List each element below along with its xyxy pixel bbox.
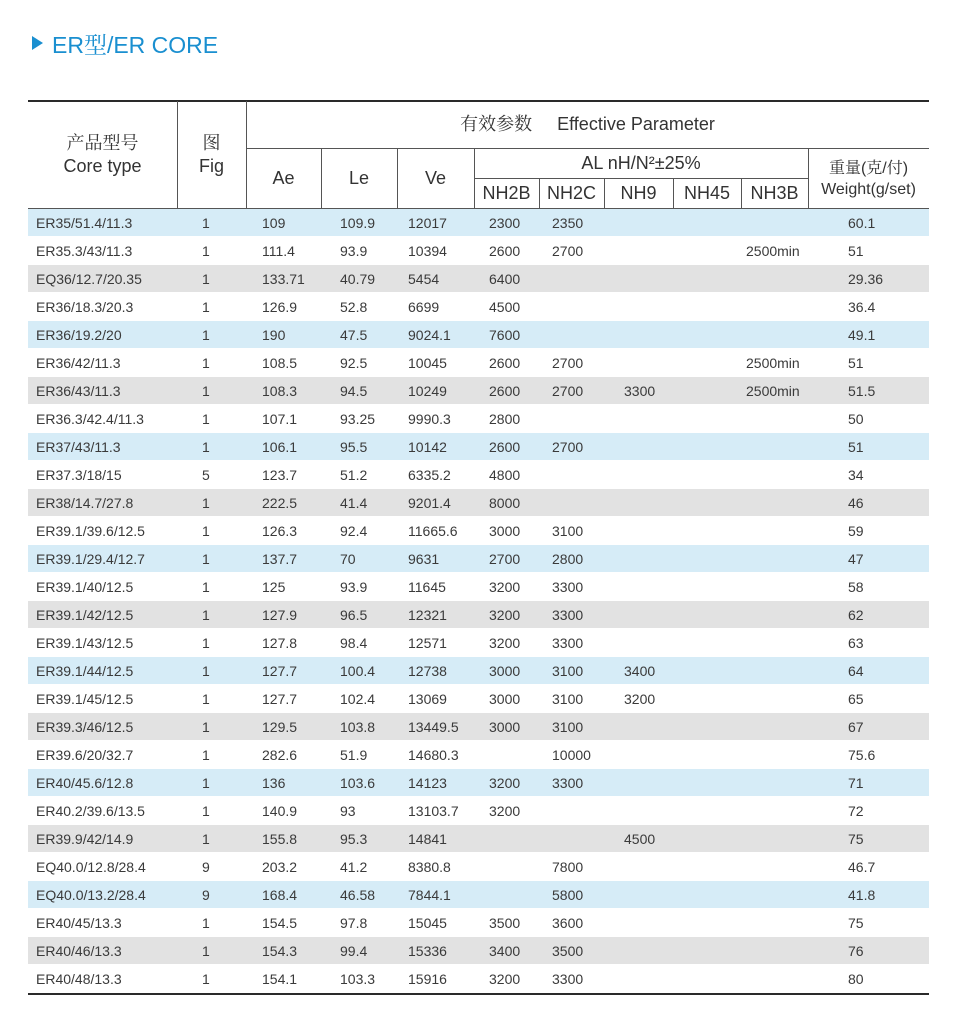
cell-nh2b: 3000 xyxy=(489,691,521,707)
table-row xyxy=(28,741,929,769)
cell-nh2c: 3300 xyxy=(552,607,584,623)
cell-nh2b: 3400 xyxy=(489,943,521,959)
cell-ve: 12738 xyxy=(408,663,447,679)
cell-le: 96.5 xyxy=(340,607,368,623)
cell-le: 52.8 xyxy=(340,299,368,315)
cell-nh2b: 2600 xyxy=(489,355,521,371)
table-row xyxy=(28,265,929,293)
cell-core: ER40/48/13.3 xyxy=(36,971,122,987)
cell-fig: 1 xyxy=(202,327,210,343)
cell-nh2c: 3100 xyxy=(552,691,584,707)
cell-nh2c: 3300 xyxy=(552,775,584,791)
cell-fig: 1 xyxy=(202,215,210,231)
cell-nh2c: 3100 xyxy=(552,523,584,539)
cell-nh2b: 3200 xyxy=(489,579,521,595)
cell-le: 93.9 xyxy=(340,243,368,259)
cell-core: EQ40.0/13.2/28.4 xyxy=(36,887,146,903)
weight-header-en: Weight(g/set) xyxy=(821,180,916,198)
cell-ae: 109 xyxy=(262,215,286,231)
cell-fig: 1 xyxy=(202,747,210,763)
cell-fig: 1 xyxy=(202,635,210,651)
fig-header xyxy=(177,101,246,209)
ae-header: Ae xyxy=(272,168,295,188)
cell-nh2c: 5800 xyxy=(552,887,584,903)
cell-weight: 75.6 xyxy=(848,747,876,763)
cell-weight: 80 xyxy=(848,971,864,987)
table-row xyxy=(28,461,929,489)
cell-ae: 123.7 xyxy=(262,467,298,483)
cell-ae: 133.71 xyxy=(262,271,305,287)
cell-fig: 1 xyxy=(202,803,210,819)
cell-weight: 50 xyxy=(848,411,864,427)
cell-le: 102.4 xyxy=(340,691,376,707)
cell-core: ER40/45/13.3 xyxy=(36,915,122,931)
cell-le: 47.5 xyxy=(340,327,368,343)
cell-fig: 1 xyxy=(202,495,210,511)
nh2b-header: NH2B xyxy=(482,183,531,203)
cell-nh2b: 4500 xyxy=(489,299,521,315)
cell-nh2c: 3300 xyxy=(552,635,584,651)
table-row xyxy=(28,293,929,321)
cell-core: ER35.3/43/11.3 xyxy=(36,243,133,259)
cell-ve: 15336 xyxy=(408,943,447,959)
cell-nh2b: 3000 xyxy=(489,719,521,735)
cell-nh2c: 3300 xyxy=(552,579,584,595)
cell-core: ER36/42/11.3 xyxy=(36,355,121,371)
table-row xyxy=(28,237,929,265)
cell-core: ER36/19.2/20 xyxy=(36,327,122,343)
cell-weight: 76 xyxy=(848,943,864,959)
cell-weight: 58 xyxy=(848,579,864,595)
cell-nh2c: 2350 xyxy=(552,215,584,231)
cell-le: 95.5 xyxy=(340,439,368,455)
cell-le: 70 xyxy=(340,551,356,567)
table-row xyxy=(28,209,929,237)
table-row xyxy=(28,545,929,573)
table-row xyxy=(28,965,929,993)
cell-core: ER39.1/42/12.5 xyxy=(36,607,134,623)
cell-nh2c: 7800 xyxy=(552,859,584,875)
table-row xyxy=(28,405,929,433)
cell-nh2c: 2700 xyxy=(552,383,584,399)
cell-nh3b: 2500min xyxy=(746,243,800,259)
cell-weight: 51 xyxy=(848,439,864,455)
cell-weight: 67 xyxy=(848,719,864,735)
cell-fig: 1 xyxy=(202,663,210,679)
table-body xyxy=(28,209,929,993)
cell-ae: 136 xyxy=(262,775,286,791)
cell-core: ER36/43/11.3 xyxy=(36,383,121,399)
cell-core: ER39.1/44/12.5 xyxy=(36,663,134,679)
cell-fig: 1 xyxy=(202,523,210,539)
cell-ae: 108.3 xyxy=(262,383,298,399)
cell-le: 92.4 xyxy=(340,523,368,539)
cell-nh2b: 3200 xyxy=(489,803,521,819)
cell-nh3b: 2500min xyxy=(746,383,800,399)
cell-nh2b: 6400 xyxy=(489,271,521,287)
cell-fig: 1 xyxy=(202,915,210,931)
cell-ae: 107.1 xyxy=(262,411,298,427)
cell-fig: 1 xyxy=(202,579,210,595)
cell-ve: 10045 xyxy=(408,355,447,371)
cell-weight: 64 xyxy=(848,663,864,679)
cell-ae: 154.5 xyxy=(262,915,298,931)
cell-weight: 72 xyxy=(848,803,864,819)
cell-weight: 71 xyxy=(848,775,864,791)
cell-ae: 140.9 xyxy=(262,803,298,819)
cell-nh9: 3200 xyxy=(624,691,656,707)
cell-nh2b: 2700 xyxy=(489,551,521,567)
cell-ve: 9631 xyxy=(408,551,440,567)
cell-ve: 6699 xyxy=(408,299,440,315)
cell-ve: 13449.5 xyxy=(408,719,459,735)
cell-ve: 15045 xyxy=(408,915,447,931)
cell-weight: 47 xyxy=(848,551,864,567)
cell-nh2b: 3200 xyxy=(489,775,521,791)
cell-fig: 1 xyxy=(202,607,210,623)
cell-fig: 1 xyxy=(202,551,210,567)
cell-ae: 111.4 xyxy=(262,243,295,259)
cell-ae: 168.4 xyxy=(262,887,298,903)
cell-nh3b: 2500min xyxy=(746,355,800,371)
cell-core: ER39.6/20/32.7 xyxy=(36,747,134,763)
fig-header-en: Fig xyxy=(198,156,224,176)
cell-nh2b: 2800 xyxy=(489,411,521,427)
cell-ve: 9201.4 xyxy=(408,495,451,511)
cell-le: 97.8 xyxy=(340,915,368,931)
cell-le: 94.5 xyxy=(340,383,368,399)
cell-core: ER39.1/39.6/12.5 xyxy=(36,523,145,539)
cell-ve: 12571 xyxy=(408,635,447,651)
table-row xyxy=(28,769,929,797)
al-header: AL nH/N²±25% xyxy=(581,152,701,173)
cell-weight: 75 xyxy=(848,831,864,847)
cell-ve: 14123 xyxy=(408,775,447,791)
cell-nh2c: 3500 xyxy=(552,943,584,959)
core-type-header xyxy=(28,101,177,209)
cell-nh2b: 3000 xyxy=(489,523,521,539)
cell-le: 40.79 xyxy=(340,271,376,287)
cell-ae: 282.6 xyxy=(262,747,298,763)
cell-fig: 1 xyxy=(202,691,210,707)
cell-weight: 51.5 xyxy=(848,383,876,399)
cell-ve: 12321 xyxy=(408,607,447,623)
cell-ae: 126.3 xyxy=(262,523,298,539)
cell-fig: 1 xyxy=(202,355,210,371)
cell-nh2b: 4800 xyxy=(489,467,521,483)
cell-nh2c: 10000 xyxy=(552,747,591,763)
cell-le: 46.58 xyxy=(340,887,376,903)
cell-ve: 13069 xyxy=(408,691,447,707)
cell-ve: 10142 xyxy=(408,439,447,455)
cell-ve: 10394 xyxy=(408,243,447,259)
triangle-bullet-icon xyxy=(32,36,43,50)
nh2c-header: NH2C xyxy=(546,183,596,203)
cell-le: 100.4 xyxy=(340,663,376,679)
table-row xyxy=(28,629,929,657)
nh9-header: NH9 xyxy=(620,183,657,203)
core-type-header-cn: 产品型号 xyxy=(66,133,139,153)
section-title xyxy=(32,28,218,58)
cell-ve: 13103.7 xyxy=(408,803,459,819)
cell-fig: 1 xyxy=(202,411,210,427)
cell-nh2c: 3300 xyxy=(552,971,584,987)
cell-core: ER39.1/29.4/12.7 xyxy=(36,551,145,567)
cell-ae: 106.1 xyxy=(262,439,298,455)
table-row xyxy=(28,573,929,601)
cell-le: 93.25 xyxy=(340,411,376,427)
table-header xyxy=(28,101,929,209)
cell-fig: 5 xyxy=(202,467,210,483)
cell-ve: 11645 xyxy=(408,579,446,595)
cell-weight: 51 xyxy=(848,243,864,259)
cell-nh2b: 2300 xyxy=(489,215,521,231)
cell-le: 41.2 xyxy=(340,859,368,875)
cell-weight: 36.4 xyxy=(848,299,876,315)
cell-nh2b: 3200 xyxy=(489,635,521,651)
cell-ve: 6335.2 xyxy=(408,467,451,483)
cell-fig: 1 xyxy=(202,383,210,399)
le-header: Le xyxy=(348,168,370,188)
cell-le: 51.9 xyxy=(340,747,368,763)
cell-le: 99.4 xyxy=(340,943,368,959)
cell-ve: 9990.3 xyxy=(408,411,451,427)
cell-core: ER39.1/43/12.5 xyxy=(36,635,134,651)
cell-nh2b: 3200 xyxy=(489,971,521,987)
cell-nh9: 3300 xyxy=(624,383,656,399)
cell-nh2c: 2800 xyxy=(552,551,584,567)
cell-nh2c: 2700 xyxy=(552,243,584,259)
cell-core: ER36/18.3/20.3 xyxy=(36,299,134,315)
cell-ve: 9024.1 xyxy=(408,327,451,343)
cell-le: 95.3 xyxy=(340,831,368,847)
table-row xyxy=(28,685,929,713)
table-row xyxy=(28,937,929,965)
cell-le: 103.6 xyxy=(340,775,376,791)
cell-fig: 1 xyxy=(202,299,210,315)
table-row xyxy=(28,517,929,545)
cell-le: 93.9 xyxy=(340,579,368,595)
cell-nh2b: 7600 xyxy=(489,327,521,343)
cell-ae: 190 xyxy=(262,327,286,343)
cell-ve: 14680.3 xyxy=(408,747,459,763)
ve-header: Ve xyxy=(424,168,447,188)
cell-core: ER36.3/42.4/11.3 xyxy=(36,411,144,427)
cell-fig: 1 xyxy=(202,943,210,959)
cell-ae: 154.3 xyxy=(262,943,298,959)
nh45-header: NH45 xyxy=(683,183,731,203)
section-title-text: ER型/ER CORE xyxy=(52,31,219,58)
cell-core: ER40.2/39.6/13.5 xyxy=(36,803,145,819)
cell-ae: 125 xyxy=(262,579,286,595)
cell-fig: 9 xyxy=(202,887,210,903)
table-row xyxy=(28,853,929,881)
cell-weight: 49.1 xyxy=(848,327,876,343)
cell-weight: 29.36 xyxy=(848,271,884,287)
cell-ve: 12017 xyxy=(408,215,447,231)
cell-le: 51.2 xyxy=(340,467,368,483)
cell-ve: 14841 xyxy=(408,831,447,847)
cell-fig: 1 xyxy=(202,775,210,791)
table-row xyxy=(28,657,929,685)
cell-core: EQ40.0/12.8/28.4 xyxy=(36,859,146,875)
cell-fig: 1 xyxy=(202,719,210,735)
cell-core: ER39.1/40/12.5 xyxy=(36,579,134,595)
cell-weight: 59 xyxy=(848,523,864,539)
cell-nh2b: 2600 xyxy=(489,243,521,259)
cell-weight: 75 xyxy=(848,915,864,931)
cell-core: EQ36/12.7/20.35 xyxy=(36,271,142,287)
weight-header-cn: 重量(克/付) xyxy=(828,159,909,177)
nh3b-header: NH3B xyxy=(750,183,799,203)
cell-ae: 155.8 xyxy=(262,831,298,847)
cell-ae: 137.7 xyxy=(262,551,298,567)
cell-ae: 127.8 xyxy=(262,635,298,651)
cell-le: 93 xyxy=(340,803,356,819)
cell-core: ER40/46/13.3 xyxy=(36,943,122,959)
table-row xyxy=(28,601,929,629)
table-row xyxy=(28,321,929,349)
cell-le: 98.4 xyxy=(340,635,368,651)
cell-nh2b: 3000 xyxy=(489,663,521,679)
cell-core: ER37.3/18/15 xyxy=(36,467,122,483)
cell-ve: 11665.6 xyxy=(408,523,458,539)
cell-nh2c: 3100 xyxy=(552,663,584,679)
cell-nh2b: 3200 xyxy=(489,607,521,623)
effective-parameter-header: 有效参数 Effective Parameter xyxy=(460,114,715,134)
cell-nh2b: 8000 xyxy=(489,495,521,511)
cell-ve: 8380.8 xyxy=(408,859,451,875)
table-row xyxy=(28,713,929,741)
cell-weight: 34 xyxy=(848,467,864,483)
cell-le: 103.3 xyxy=(340,971,376,987)
core-type-header-en: Core type xyxy=(63,156,142,176)
cell-nh2b: 2600 xyxy=(489,439,521,455)
cell-core: ER39.9/42/14.9 xyxy=(36,831,134,847)
table-row xyxy=(28,825,929,853)
cell-ae: 222.5 xyxy=(262,495,298,511)
cell-core: ER37/43/11.3 xyxy=(36,439,121,455)
cell-ve: 7844.1 xyxy=(408,887,451,903)
cell-ae: 127.7 xyxy=(262,691,298,707)
cell-nh2c: 2700 xyxy=(552,355,584,371)
cell-le: 92.5 xyxy=(340,355,368,371)
cell-weight: 63 xyxy=(848,635,864,651)
cell-nh2b: 2600 xyxy=(489,383,521,399)
cell-nh2c: 3600 xyxy=(552,915,584,931)
cell-fig: 1 xyxy=(202,831,210,847)
cell-ae: 154.1 xyxy=(262,971,298,987)
table-row xyxy=(28,433,929,461)
table-row xyxy=(28,377,929,405)
cell-weight: 51 xyxy=(848,355,864,371)
cell-ve: 5454 xyxy=(408,271,440,287)
cell-nh2c: 3100 xyxy=(552,719,584,735)
cell-nh2c: 2700 xyxy=(552,439,584,455)
cell-fig: 1 xyxy=(202,439,210,455)
cell-le: 109.9 xyxy=(340,215,376,231)
cell-core: ER38/14.7/27.8 xyxy=(36,495,134,511)
cell-weight: 46 xyxy=(848,495,864,511)
cell-fig: 1 xyxy=(202,271,210,287)
table-row xyxy=(28,881,929,909)
cell-core: ER39.3/46/12.5 xyxy=(36,719,134,735)
cell-ae: 126.9 xyxy=(262,299,298,315)
cell-ae: 129.5 xyxy=(262,719,298,735)
cell-weight: 41.8 xyxy=(848,887,876,903)
cell-fig: 1 xyxy=(202,243,210,259)
cell-nh2b: 3500 xyxy=(489,915,521,931)
weight-header xyxy=(808,148,929,209)
cell-ve: 15916 xyxy=(408,971,447,987)
cell-ve: 10249 xyxy=(408,383,447,399)
cell-core: ER40/45.6/12.8 xyxy=(36,775,134,791)
cell-weight: 60.1 xyxy=(848,215,876,231)
cell-nh9: 4500 xyxy=(624,831,656,847)
cell-weight: 65 xyxy=(848,691,864,707)
fig-header-cn: 图 xyxy=(202,133,221,153)
table-row xyxy=(28,349,929,377)
cell-weight: 46.7 xyxy=(848,859,876,875)
cell-ae: 203.2 xyxy=(262,859,298,875)
cell-fig: 1 xyxy=(202,971,210,987)
cell-le: 103.8 xyxy=(340,719,376,735)
cell-core: ER35/51.4/11.3 xyxy=(36,215,133,231)
table-row xyxy=(28,489,929,517)
cell-ae: 127.9 xyxy=(262,607,298,623)
cell-core: ER39.1/45/12.5 xyxy=(36,691,134,707)
cell-ae: 127.7 xyxy=(262,663,298,679)
table-bottom-rule xyxy=(28,993,929,995)
cell-weight: 62 xyxy=(848,607,864,623)
table-row xyxy=(28,909,929,937)
cell-ae: 108.5 xyxy=(262,355,298,371)
table-row xyxy=(28,797,929,825)
cell-fig: 9 xyxy=(202,859,210,875)
cell-nh9: 3400 xyxy=(624,663,656,679)
cell-le: 41.4 xyxy=(340,495,368,511)
